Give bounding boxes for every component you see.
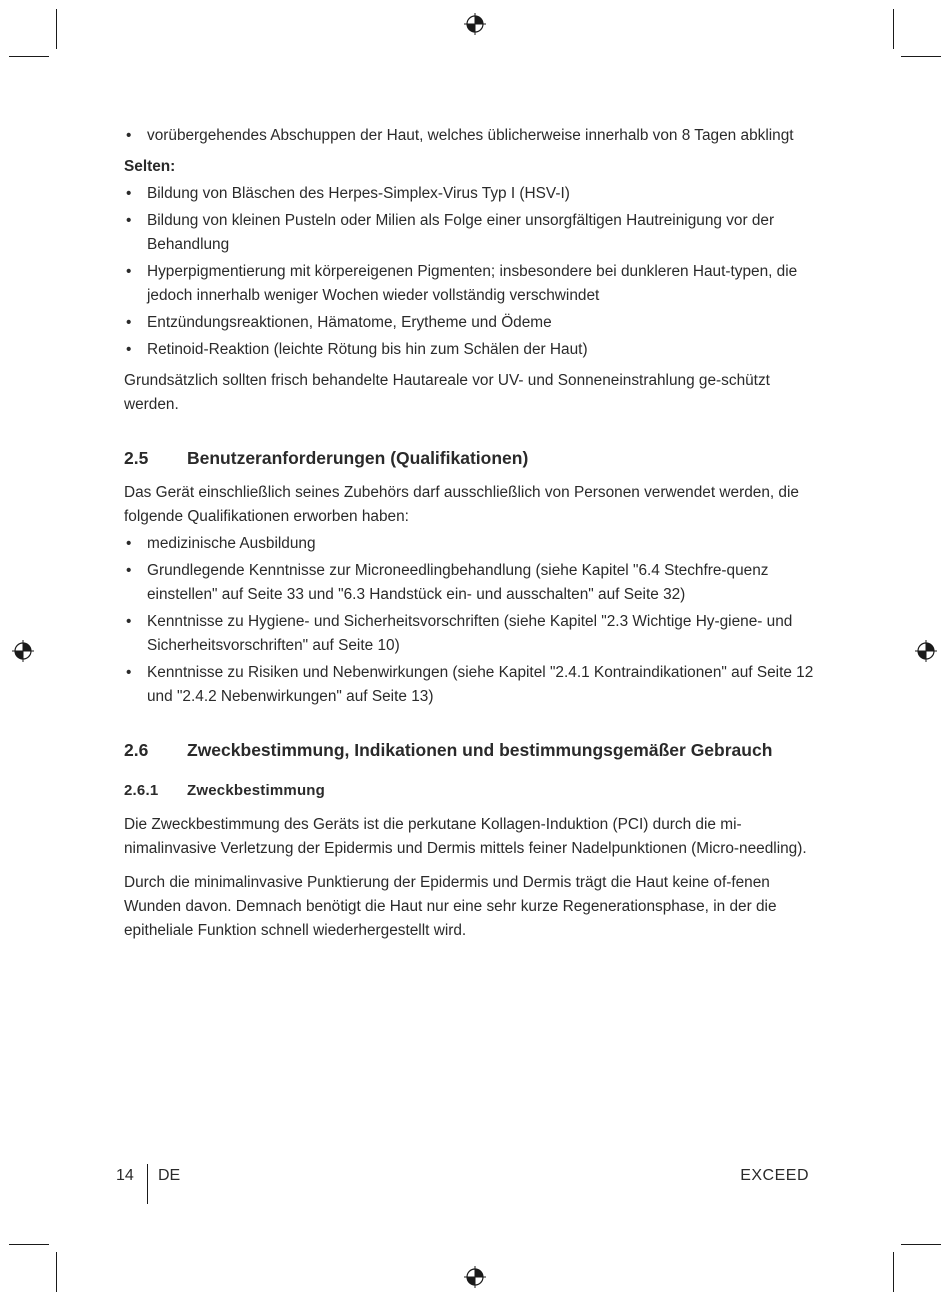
bullet-icon: • [126,127,132,144]
bullet-icon: • [126,185,132,202]
crop-mark [893,1252,894,1292]
subsection-heading [124,780,814,802]
rare-label: Selten: [124,158,176,175]
section-title: Zweckbestimmung, Indikationen und bestimmungsgemäßer Gebrauch [187,740,773,760]
crop-mark [9,56,49,57]
paragraph: Durch die minimalinvasive Punktierung der Epidermis und Dermis trägt die Haut keine of-fenen Wunden davon. Demnach benötigt die Haut nur eine sehr kurze Regenerationsphase, in der die epitheliale Funktion schnell wiederhergestellt wird. [124,874,777,939]
rare-bullet-list [124,182,814,362]
list-item-text: Retinoid-Reaktion (leichte Rötung bis hin zum Schälen der Haut) [147,341,588,358]
list-item-text: vorübergehendes Abschuppen der Haut, welches üblicherweise innerhalb von 8 Tagen abklingt [147,127,794,144]
bullet-icon: • [126,263,132,280]
list-item-text: Bildung von Bläschen des Herpes-Simplex-Virus Typ I (HSV-I) [147,185,570,202]
crop-mark [56,1252,57,1292]
list-item [124,338,814,362]
bullet-icon: • [126,535,132,552]
language-code: DE [158,1167,181,1184]
registration-mark-icon [12,640,34,662]
list-item [124,661,814,709]
bullet-icon: • [126,613,132,630]
list-item-text: Kenntnisse zu Risiken und Nebenwirkungen (siehe Kapitel "2.4.1 Kontraindikationen" auf Seite 12 und "2.4.2 Nebenwirkungen" auf Seite 13) [147,664,814,705]
list-item-text: Hyperpigmentierung mit körpereigenen Pigmenten; insbesondere bei dunkleren Haut-typen, die jedoch innerhalb weniger Wochen wieder vollständig verschwindet [147,263,798,304]
section-heading [124,738,814,763]
list-item [124,311,814,335]
registration-mark-icon [464,1266,486,1288]
crop-mark [56,9,57,49]
list-item-text: Bildung von kleinen Pusteln oder Milien als Folge einer unsorgfältigen Hautreinigung vor der Behandlung [147,212,775,253]
list-item [124,209,814,257]
section-number: 2.6 [124,740,149,760]
list-item [124,182,814,206]
subsection-title: Zweckbestimmung [187,782,326,799]
bullet-icon: • [126,314,132,331]
list-item [124,260,814,308]
bullet-icon: • [126,341,132,358]
section-heading [124,446,814,471]
list-item-text: medizinische Ausbildung [147,535,316,552]
registration-mark-icon [464,13,486,35]
section-number: 2.5 [124,448,149,468]
bullet-icon: • [126,212,132,229]
subsection-number: 2.6.1 [124,782,159,799]
list-item [124,124,814,148]
brand-name: EXCEED [740,1167,809,1184]
crop-mark [9,1244,49,1245]
intro-bullet-list [124,124,814,148]
crop-mark [893,9,894,49]
uv-note: Grundsätzlich sollten frisch behandelte Hautareale vor UV- und Sonneneinstrahlung ge-schützt werden. [124,372,770,413]
section-intro: Das Gerät einschließlich seines Zubehörs darf ausschließlich von Personen verwendet werden, die folgende Qualifikationen erworben haben: [124,484,799,525]
list-item-text: Entzündungsreaktionen, Hämatome, Erytheme und Ödeme [147,314,552,331]
bullet-icon: • [126,562,132,579]
list-item-text: Kenntnisse zu Hygiene- und Sicherheitsvorschriften (siehe Kapitel "2.3 Wichtige Hy-giene- und Sicherheitsvorschriften" auf Seite 10) [147,613,793,654]
crop-mark [901,56,941,57]
page-content [124,124,814,943]
registration-mark-icon [915,640,937,662]
page-footer [116,1167,809,1205]
list-item [124,532,814,556]
footer-divider [147,1164,148,1204]
section-title: Benutzeranforderungen (Qualifikationen) [187,448,529,468]
list-item-text: Grundlegende Kenntnisse zur Microneedlingbehandlung (siehe Kapitel "6.4 Stechfre-quenz einstellen" auf Seite 33 und "6.3 Handstück ein- und ausschalten" auf Seite 32) [147,562,769,603]
bullet-icon: • [126,664,132,681]
list-item [124,610,814,658]
crop-mark [901,1244,941,1245]
page-number: 14 [116,1167,134,1184]
list-item [124,559,814,607]
qualification-list [124,532,814,709]
paragraph: Die Zweckbestimmung des Geräts ist die perkutane Kollagen-Induktion (PCI) durch die mi-nimalinvasive Verletzung der Epidermis und Dermis mittels feiner Nadelpunktionen (Micro-needling). [124,816,807,857]
